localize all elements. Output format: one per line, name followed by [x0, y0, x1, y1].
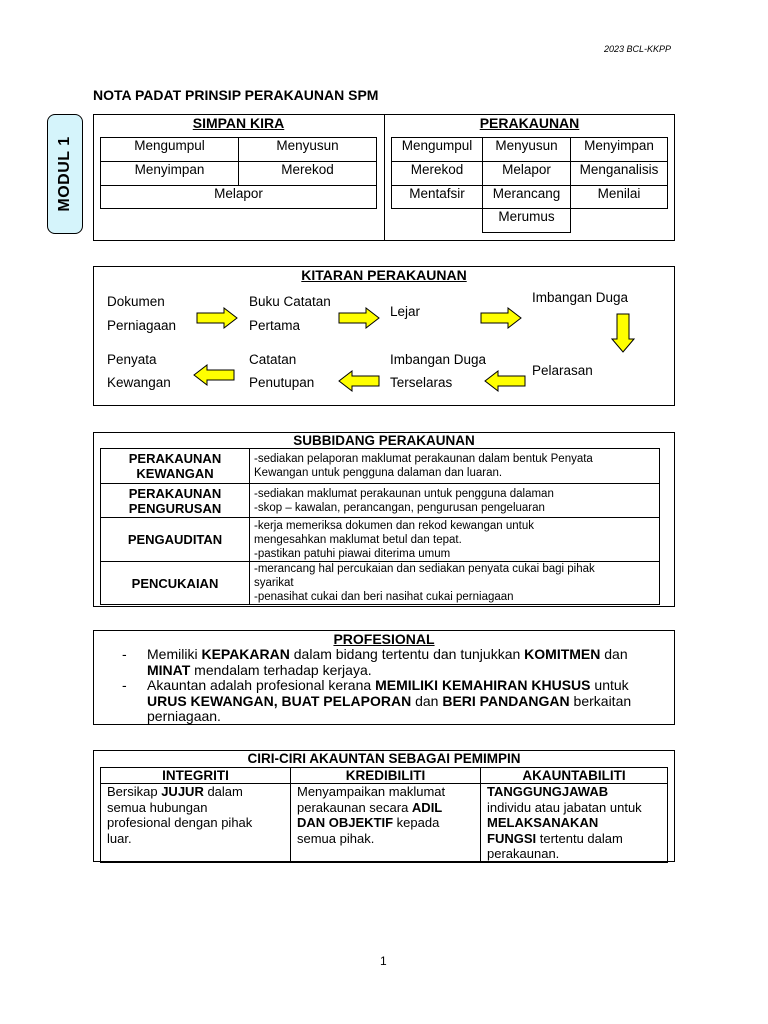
perakaunan-title: PERAKAUNAN: [479, 115, 580, 131]
arrow-right-icon: [480, 307, 522, 329]
profesional-point-2: Akauntan adalah profesional kerana MEMILIKI KEMAHIRAN KHUSUS untuk URUS KEWANGAN, BUAT PELAPORAN dan BERI PANDANGAN berkaitan perniagaan.: [147, 677, 632, 724]
perakaunan-cell: Mentafsir: [391, 185, 483, 209]
simpan-kira-cell: Melapor: [100, 185, 377, 209]
step-buku-catatan: Buku Catatan: [249, 294, 331, 309]
row-heading: PENCUKAIAN: [101, 562, 250, 605]
row-description: -sediakan maklumat perakaunan untuk pengguna dalaman -skop – kawalan, perancangan, pengurusan pengeluaran: [250, 484, 660, 518]
perakaunan-cell: Menganalisis: [570, 161, 668, 186]
bullet-dash: -: [122, 646, 127, 662]
profesional-title: PROFESIONAL: [333, 631, 435, 647]
arrow-right-icon: [338, 307, 380, 329]
row-heading: PERAKAUNAN KEWANGAN: [101, 449, 250, 484]
page-title: NOTA PADAT PRINSIP PERAKAUNAN SPM: [93, 87, 379, 103]
step-buku-catatan: Pertama: [249, 318, 301, 333]
row-description: -sediakan pelaporan maklumat perakaunan dalam bentuk Penyata Kewangan untuk pengguna dalaman dan luaran.: [250, 449, 660, 484]
perakaunan-cell: Merekod: [391, 161, 483, 186]
row-description: -merancang hal percukaian dan sediakan penyata cukai bagi pihak syarikat -penasihat cukai dan beri nasihat cukai perniagaan: [250, 562, 660, 605]
row-heading: PENGAUDITAN: [101, 518, 250, 562]
row-description: -kerja memeriksa dokumen dan rekod kewangan untuk mengesahkan maklumat betul dan tepat. -pastikan patuhi piawai diterima umum: [250, 518, 660, 562]
kredibiliti-cell: Menyampaikan maklumat perakaunan secara ADIL DAN OBJEKTIF kepada semua pihak.: [291, 784, 481, 863]
arrow-left-icon: [193, 364, 235, 386]
table-row: [101, 484, 660, 518]
perakaunan-cell: Melapor: [482, 161, 571, 186]
step-catatan-penutupan: Penutupan: [249, 375, 315, 390]
arrow-right-icon: [196, 307, 238, 329]
subbidang-table: [100, 448, 660, 605]
step-imbangan-duga-terselaras: Terselaras: [390, 375, 453, 390]
integriti-cell: Bersikap JUJUR dalam semua hubungan profesional dengan pihak luar.: [101, 784, 291, 863]
table-row: [101, 518, 660, 562]
simpan-kira-cell: Merekod: [238, 161, 377, 186]
table-header-row: [101, 768, 668, 784]
arrow-down-icon: [611, 313, 635, 353]
step-dokumen: Dokumen: [107, 294, 165, 309]
ciri-title: CIRI-CIRI AKAUNTAN SEBAGAI PEMIMPIN: [247, 751, 521, 766]
step-catatan-penutupan: Catatan: [249, 352, 297, 367]
arrow-left-icon: [484, 370, 526, 392]
perakaunan-cell: Menyusun: [482, 137, 571, 162]
table-row: [101, 449, 660, 484]
akauntabiliti-cell: TANGGUNGJAWAB individu atau jabatan untuk MELAKSANAKAN FUNGSI tertentu dalam perakaunan.: [481, 784, 668, 863]
modul-label: MODUL 1: [56, 136, 73, 212]
perakaunan-cell: Mengumpul: [391, 137, 483, 162]
page-number: 1: [380, 954, 387, 968]
simpan-kira-cell: Menyusun: [238, 137, 377, 162]
kitaran-box: [93, 266, 675, 406]
perakaunan-cell: Merancang: [482, 185, 571, 209]
step-dokumen: Perniagaan: [107, 318, 177, 333]
bullet-dash: -: [122, 677, 127, 693]
document-code: 2023 BCL-KKPP: [604, 44, 672, 54]
box-divider: [384, 115, 385, 240]
column-header: AKAUNTABILITI: [481, 768, 668, 784]
table-row: [101, 784, 668, 863]
step-lejar: Lejar: [390, 304, 421, 319]
subbidang-title: SUBBIDANG PERAKAUNAN: [293, 433, 475, 448]
arrow-left-icon: [338, 370, 380, 392]
perakaunan-cell: Menilai: [570, 185, 668, 209]
profesional-point-1: Memiliki KEPAKARAN dalam bidang tertentu dan tunjukkan KOMITMEN dan MINAT mendalam terhadap kerjaya.: [147, 646, 628, 678]
ciri-table: [100, 767, 668, 863]
perakaunan-cell: Merumus: [482, 208, 571, 233]
step-pelarasan: Pelarasan: [532, 363, 593, 378]
step-penyata-kewangan: Penyata: [107, 352, 157, 367]
column-header: INTEGRITI: [101, 768, 291, 784]
step-imbangan-duga: Imbangan Duga: [532, 290, 629, 305]
simpan-kira-cell: Mengumpul: [100, 137, 239, 162]
simpan-kira-title: SIMPAN KIRA: [192, 115, 285, 131]
column-header: KREDIBILITI: [291, 768, 481, 784]
step-imbangan-duga-terselaras: Imbangan Duga: [390, 352, 487, 367]
kitaran-title: KITARAN PERAKAUNAN: [301, 267, 467, 283]
step-penyata-kewangan: Kewangan: [107, 375, 171, 390]
table-row: [101, 562, 660, 605]
row-heading: PERAKAUNAN PENGURUSAN: [101, 484, 250, 518]
modul-tab: [47, 114, 83, 234]
simpan-kira-cell: Menyimpan: [100, 161, 239, 186]
perakaunan-cell: Menyimpan: [570, 137, 668, 162]
